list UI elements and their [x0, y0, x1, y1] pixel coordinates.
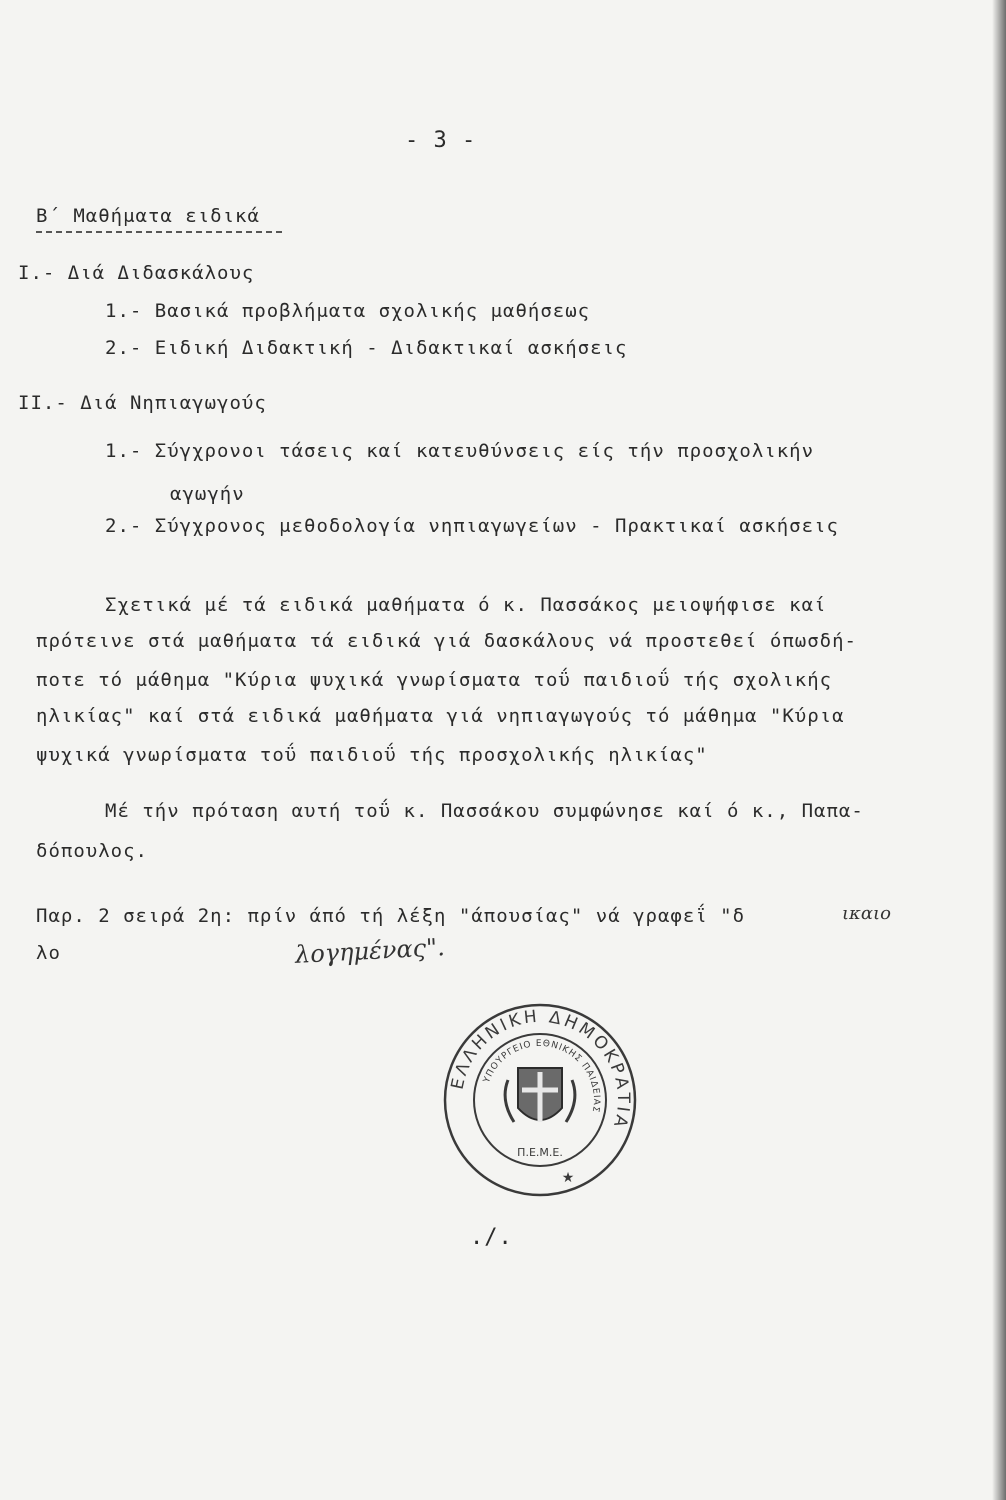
group2-label: ΙΙ.- Διά Νηπιαγωγούς — [18, 392, 267, 414]
group1-item-2: 2.- Ειδική Διδακτική - Διδακτικαί ασκήσεις — [105, 337, 628, 359]
paragraph2-line-2: δόπουλος. — [36, 840, 148, 862]
seal-outer-text: ΕΛΛΗΝΙΚΗ ΔΗΜΟΚΡΑΤΙΑ — [447, 1006, 634, 1133]
section-title-underline — [36, 231, 282, 233]
group2-item-2: 2.- Σύγχρονος μεθοδολογία νηπιαγωγείων - Πρακτικαί ασκήσεις — [105, 515, 839, 537]
handwritten-note: λογημένας". — [294, 933, 446, 969]
paragraph1-line-2: πρότεινε στά μαθήματα τά ειδικά γιά δασκάλους νά προστεθεί όπωσδή- — [36, 630, 857, 652]
scan-edge-shadow — [992, 0, 1006, 1500]
official-seal — [440, 1000, 640, 1200]
group1-label: Ι.- Διά Διδασκάλους — [18, 262, 255, 284]
group1-item-1: 1.- Βασικά προβλήματα σχολικής μαθήσεως — [105, 300, 591, 322]
paragraph1-line-5: ψυχικά γνωρίσματα τοΰ παιδιοΰ τής προσχολικής ηλικίας" — [36, 744, 708, 766]
handwritten-correction: ικαιο — [842, 903, 891, 924]
amendment-line-1: Παρ. 2 σειρά 2η: πρίν άπό τή λέξη "άπουσίας" νά γραφεΐ "δ — [36, 905, 746, 927]
section-title — [36, 205, 282, 233]
seal-inner-text: ΥΠΟΥΡΓΕΙΟ ΕΘΝΙΚΗΣ ΠΑΙΔΕΙΑΣ — [482, 1038, 602, 1114]
seal-bottom-text: Π.Ε.Μ.Ε. — [517, 1146, 563, 1159]
paragraph1-line-3: ποτε τό μάθημα "Κύρια ψυχικά γνωρίσματα τοΰ παιδιοΰ τής σχολικής — [36, 669, 833, 691]
section-title-text: Β΄ Μαθήματα ειδικά — [36, 205, 260, 227]
page-number: - 3 - — [405, 128, 477, 153]
paragraph1-line-1: Σχετικά μέ τά ειδικά μαθήματα ό κ. Πασσάκος μειοψήφισε καί — [105, 594, 827, 616]
coat-of-arms-icon — [505, 1068, 575, 1122]
paragraph1-line-4: ηλικίας" καί στά ειδικά μαθήματα γιά νηπιαγωγούς τό μάθημα "Κύρια — [36, 705, 845, 727]
group2-item-1-cont: αγωγήν — [170, 483, 245, 505]
end-mark: ./. — [470, 1225, 513, 1250]
amendment-line-2: λο — [36, 942, 61, 964]
seal-star-icon: ★ — [561, 1170, 575, 1186]
paragraph2-line-1: Μέ τήν πρόταση αυτή τοΰ κ. Πασσάκου συμφώνησε καί ό κ., Παπα- — [105, 800, 864, 822]
group2-item-1: 1.- Σύγχρονοι τάσεις καί κατευθύνσεις είς τήν προσχολικήν — [105, 440, 815, 462]
